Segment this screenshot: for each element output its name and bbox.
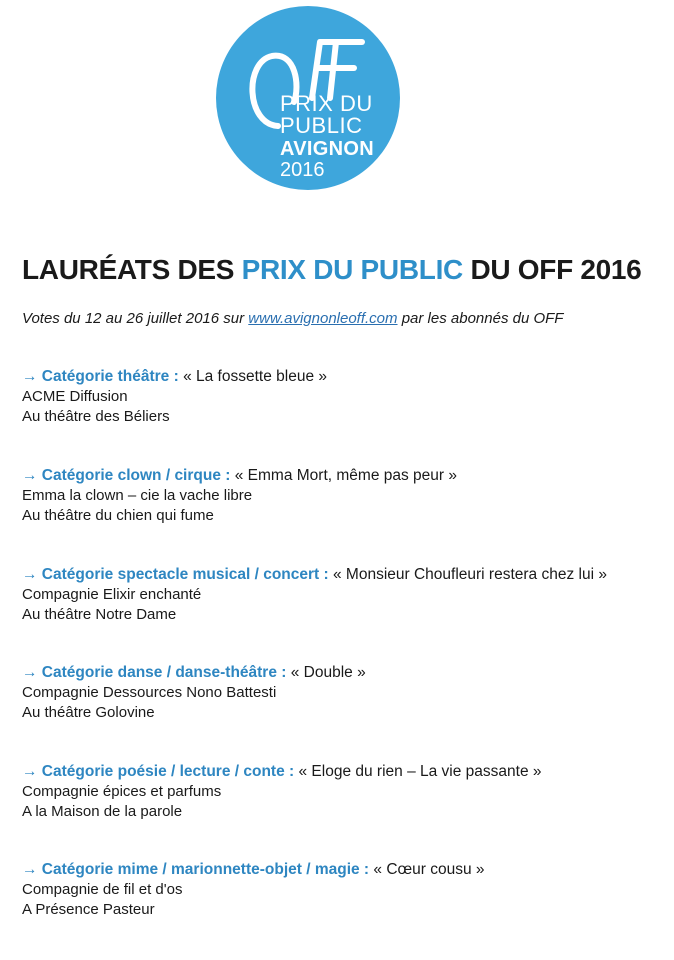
category-spectacle-musical — [22, 565, 662, 625]
category-venue: Au théâtre Golovine — [22, 704, 155, 721]
category-company: Compagnie Dessources Nono Battesti — [22, 684, 277, 701]
category-heading — [22, 663, 662, 683]
category-heading — [22, 466, 662, 486]
category-venue: Au théâtre du chien qui fume — [22, 507, 214, 524]
category-show: « Cœur cousu » — [373, 861, 485, 878]
title-part-1: LAURÉATS DES — [22, 254, 242, 285]
category-poesie — [22, 762, 662, 822]
intro-before: Votes du 12 au 26 juillet 2016 sur — [22, 310, 249, 327]
category-theatre — [22, 367, 662, 427]
category-danse — [22, 663, 662, 723]
title-accent: PRIX DU PUBLIC — [241, 254, 463, 285]
category-label: → Catégorie théâtre : — [22, 368, 179, 385]
category-show: « La fossette bleue » — [183, 368, 327, 385]
prix-du-public-logo — [216, 6, 400, 190]
logo-line-1: PRIX DU — [280, 91, 373, 116]
logo-line-3: AVIGNON — [280, 138, 374, 160]
intro-text — [22, 310, 563, 327]
category-company: Emma la clown – cie la vache libre — [22, 487, 253, 504]
category-company: ACME Diffusion — [22, 388, 128, 405]
intro-after: par les abonnés du OFF — [397, 310, 564, 327]
category-label: → Catégorie danse / danse-théâtre : — [22, 664, 287, 681]
category-show: « Double » — [290, 664, 366, 681]
category-label: → Catégorie clown / cirque : — [22, 467, 231, 484]
category-show: « Monsieur Choufleuri restera chez lui » — [332, 566, 607, 583]
category-company: Compagnie Elixir enchanté — [22, 586, 202, 603]
category-label: → Catégorie mime / marionnette-objet / magie : — [22, 861, 370, 878]
category-heading — [22, 367, 662, 387]
category-mime — [22, 860, 662, 920]
category-venue: A Présence Pasteur — [22, 901, 155, 918]
category-company: Compagnie de fil et d'os — [22, 881, 183, 898]
category-clown-cirque — [22, 466, 662, 526]
category-label: → Catégorie spectacle musical / concert : — [22, 566, 329, 583]
avignonleoff-link[interactable]: www.avignonleoff.com — [248, 310, 398, 327]
logo-line-4: 2016 — [280, 159, 325, 181]
category-company: Compagnie épices et parfums — [22, 783, 222, 800]
page-title — [22, 254, 641, 286]
category-venue: Au théâtre des Béliers — [22, 408, 170, 425]
title-part-2: DU OFF 2016 — [462, 254, 642, 285]
category-label: → Catégorie poésie / lecture / conte : — [22, 763, 295, 780]
category-venue: A la Maison de la parole — [22, 803, 183, 820]
category-heading — [22, 762, 662, 782]
logo-line-2: PUBLIC — [280, 113, 363, 138]
category-venue: Au théâtre Notre Dame — [22, 606, 177, 623]
category-show: « Emma Mort, même pas peur » — [234, 467, 457, 484]
category-heading — [22, 860, 662, 880]
category-heading — [22, 565, 662, 585]
category-show: « Eloge du rien – La vie passante » — [298, 763, 542, 780]
